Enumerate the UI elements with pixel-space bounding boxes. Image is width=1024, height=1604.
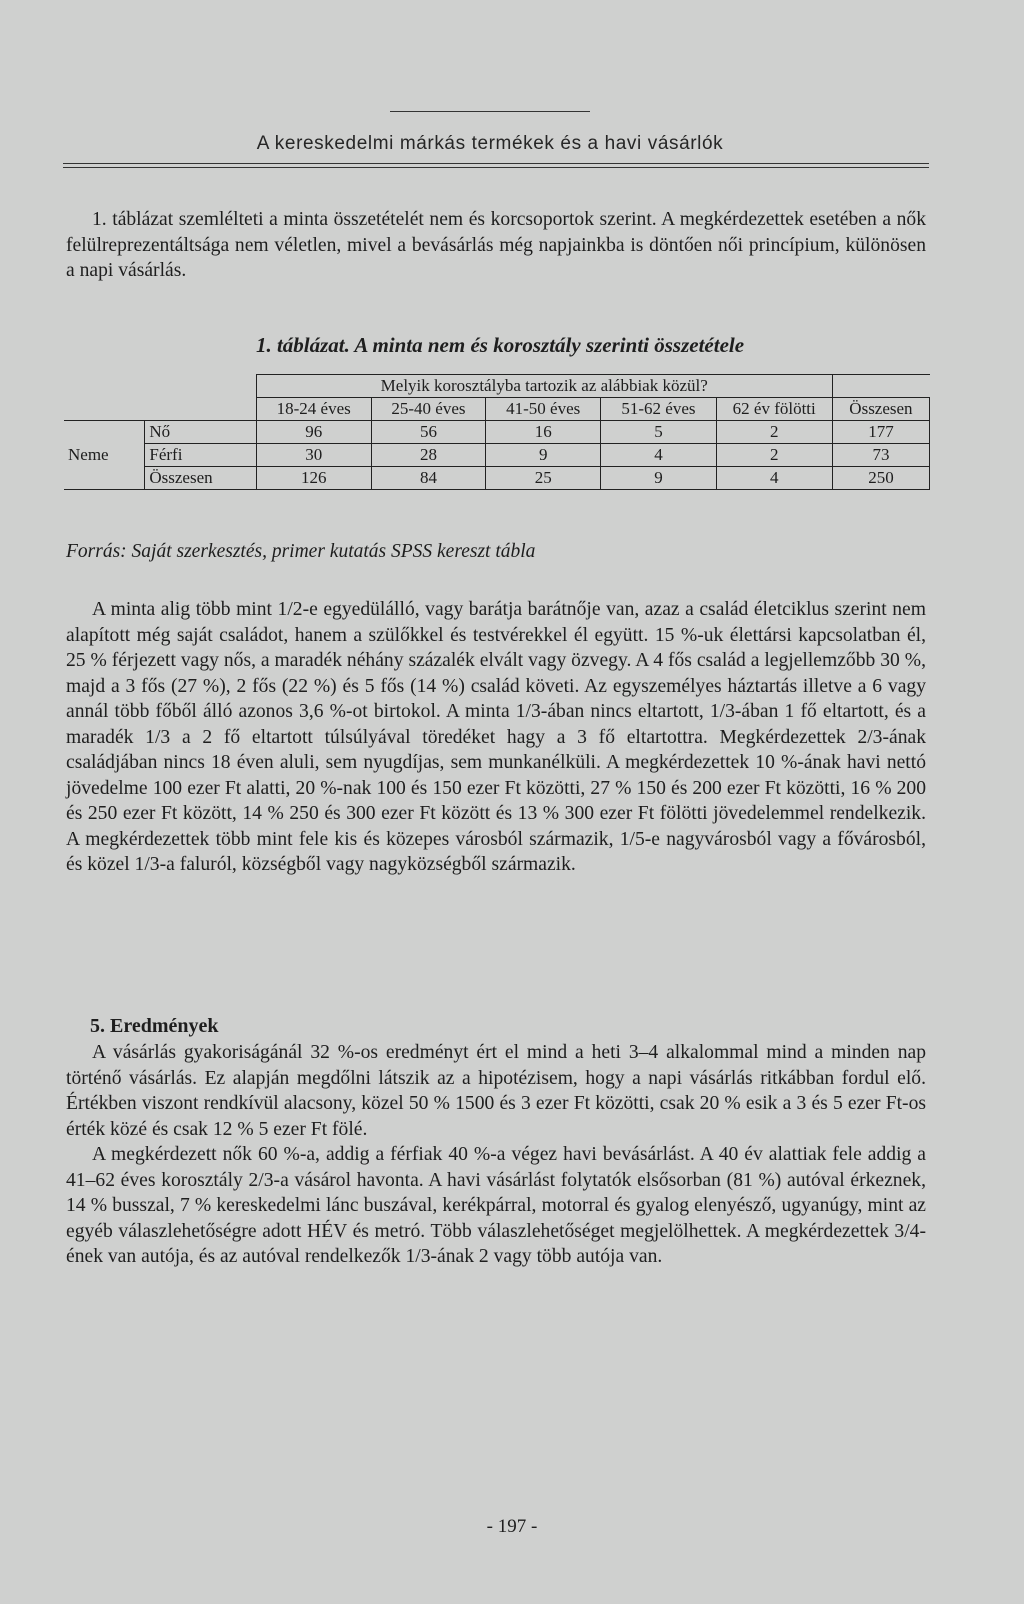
row-group-label: Neme	[64, 444, 145, 467]
table-caption: 1. táblázat. A minta nem és korosztály szerinti összetétele	[255, 333, 745, 357]
table-cell: 4	[601, 444, 716, 467]
table-row	[64, 421, 930, 444]
table-cell: 9	[601, 467, 716, 490]
header-rule-bottom	[63, 167, 929, 168]
body-paragraph: A megkérdezett nők 60 %-a, addig a férfiak 40 %-a végez havi bevásárlást. A 40 év alattiak fele addig a 41–62 éves korosztály 2/3-a vásárol havonta. A havi vásárlást folytatók elsősorban (81 %) autóval érkeznek, 14 % busszal, 7 % kereskedelmi lánc buszával, kerékpárral, motorral és gyalog elenyésző, ugyanúgy, mint az egyéb válaszlehetőségre adott HÉV és metró. Több válaszlehetőséget megjelölhettek. A megkérdezettek 3/4-ének van autója, és az autóval rendelkezők 1/3-ának 2 vagy több autója van.	[66, 1144, 926, 1267]
table-cell: 96	[256, 421, 371, 444]
table-cell: 16	[486, 421, 601, 444]
table-cell: 28	[371, 444, 485, 467]
column-header: Összesen	[832, 398, 929, 421]
page-number: - 197 -	[486, 1516, 538, 1537]
table-row	[64, 444, 930, 467]
header-rule-top	[63, 163, 929, 164]
table-cell: 73	[832, 444, 929, 467]
table-source: Forrás: Saját szerkesztés, primer kutatás SPSS kereszt tábla	[66, 541, 536, 562]
row-label: Összesen	[145, 467, 256, 490]
body-paragraph: A vásárlás gyakoriságánál 32 %-os eredményt ért el mind a heti 3–4 alkalommal mind a minden nap történő vásárlás. Ez alapján megdőlni látszik az a hipotézisem, hogy a napi vásárlás ritkábban fordul elő. Értékben viszont rendkívül alacsony, közel 50 % 1500 és 3 ezer Ft közötti, csak 20 % esik a 3 és 5 ezer Ft-os érték közé és csak 12 % 5 ezer Ft fölé.	[66, 1042, 926, 1140]
top-rule	[390, 111, 590, 112]
body-paragraph: A minta alig több mint 1/2-e egyedülálló, vagy barátja barátnője van, azaz a család életciklus szerint nem alapított még saját családot, hanem a szülőkkel és testvérekkel él együtt. 15 %-uk élettársi kapcsolatban él, 25 % férjezett vagy nős, a maradék néhány százalék elvált vagy özvegy. A 4 fős család a legjellemzőbb 30 %, majd a 3 fős (27 %), 2 fős (22 %) és 5 fős (14 %) család követi. Az egyszemélyes háztartás illetve a 6 vagy annál több főből álló azonos 3,6 %-ot birtokol. A minta 1/3-ában nincs eltartott, 1/3-ában 1 fő eltartott, és a maradék 1/3 a 2 fő eltartott túlsúlyával töredéket hagy a 3 fő eltartottra. Megkérdezettek 2/3-ának családjában nincs 18 éven aluli, sem nyugdíjas, sem munkanélküli. A megkérdezettek 10 %-ának havi nettó jövedelme 100 ezer Ft alatti, 20 %-nak 100 és 150 ezer Ft közötti, 27 % 150 és 200 ezer Ft közötti, 16 % 200 és 250 ezer Ft között, 14 % 250 és 300 ezer Ft között és 13 % 300 ezer Ft fölötti jövedelemmel rendelkezik. A megkérdezettek több mint fele kis és közepes városból származik, 1/5-e nagyvárosból vagy a fővárosból, és közel 1/3-a faluról, községből vagy nagyközségből származik.	[66, 599, 926, 875]
column-header: 41-50 éves	[486, 398, 601, 421]
column-header: 25-40 éves	[371, 398, 485, 421]
table-cell: 25	[486, 467, 601, 490]
table-cell: 177	[832, 421, 929, 444]
table-cell: 2	[716, 421, 832, 444]
column-header: 62 év fölötti	[716, 398, 832, 421]
table-cell: 30	[256, 444, 371, 467]
column-header: 18-24 éves	[256, 398, 371, 421]
table-cell: 9	[486, 444, 601, 467]
row-label: Férfi	[145, 444, 256, 467]
question-header: Melyik korosztályba tartozik az alábbiak közül?	[256, 375, 832, 398]
running-head: A kereskedelmi márkás termékek és a havi vásárlók	[256, 133, 724, 154]
table-row	[64, 467, 930, 490]
table-cell: 4	[716, 467, 832, 490]
table-cell: 250	[832, 467, 929, 490]
table-cell: 84	[371, 467, 485, 490]
intro-paragraph: 1. táblázat szemlélteti a minta összetételét nem és korcsoportok szerint. A megkérdezettek esetében a nők felülreprezentáltsága nem véletlen, mivel a bevásárlás még napjainkba is döntően női princípium, különösen a napi vásárlás.	[66, 209, 926, 281]
row-label: Nő	[145, 421, 256, 444]
sample-composition-table	[64, 374, 930, 490]
table-cell: 5	[601, 421, 716, 444]
column-header: 51-62 éves	[601, 398, 716, 421]
table-cell: 2	[716, 444, 832, 467]
section-heading: 5. Eredmények	[90, 1015, 219, 1037]
table-cell: 56	[371, 421, 485, 444]
table-cell: 126	[256, 467, 371, 490]
